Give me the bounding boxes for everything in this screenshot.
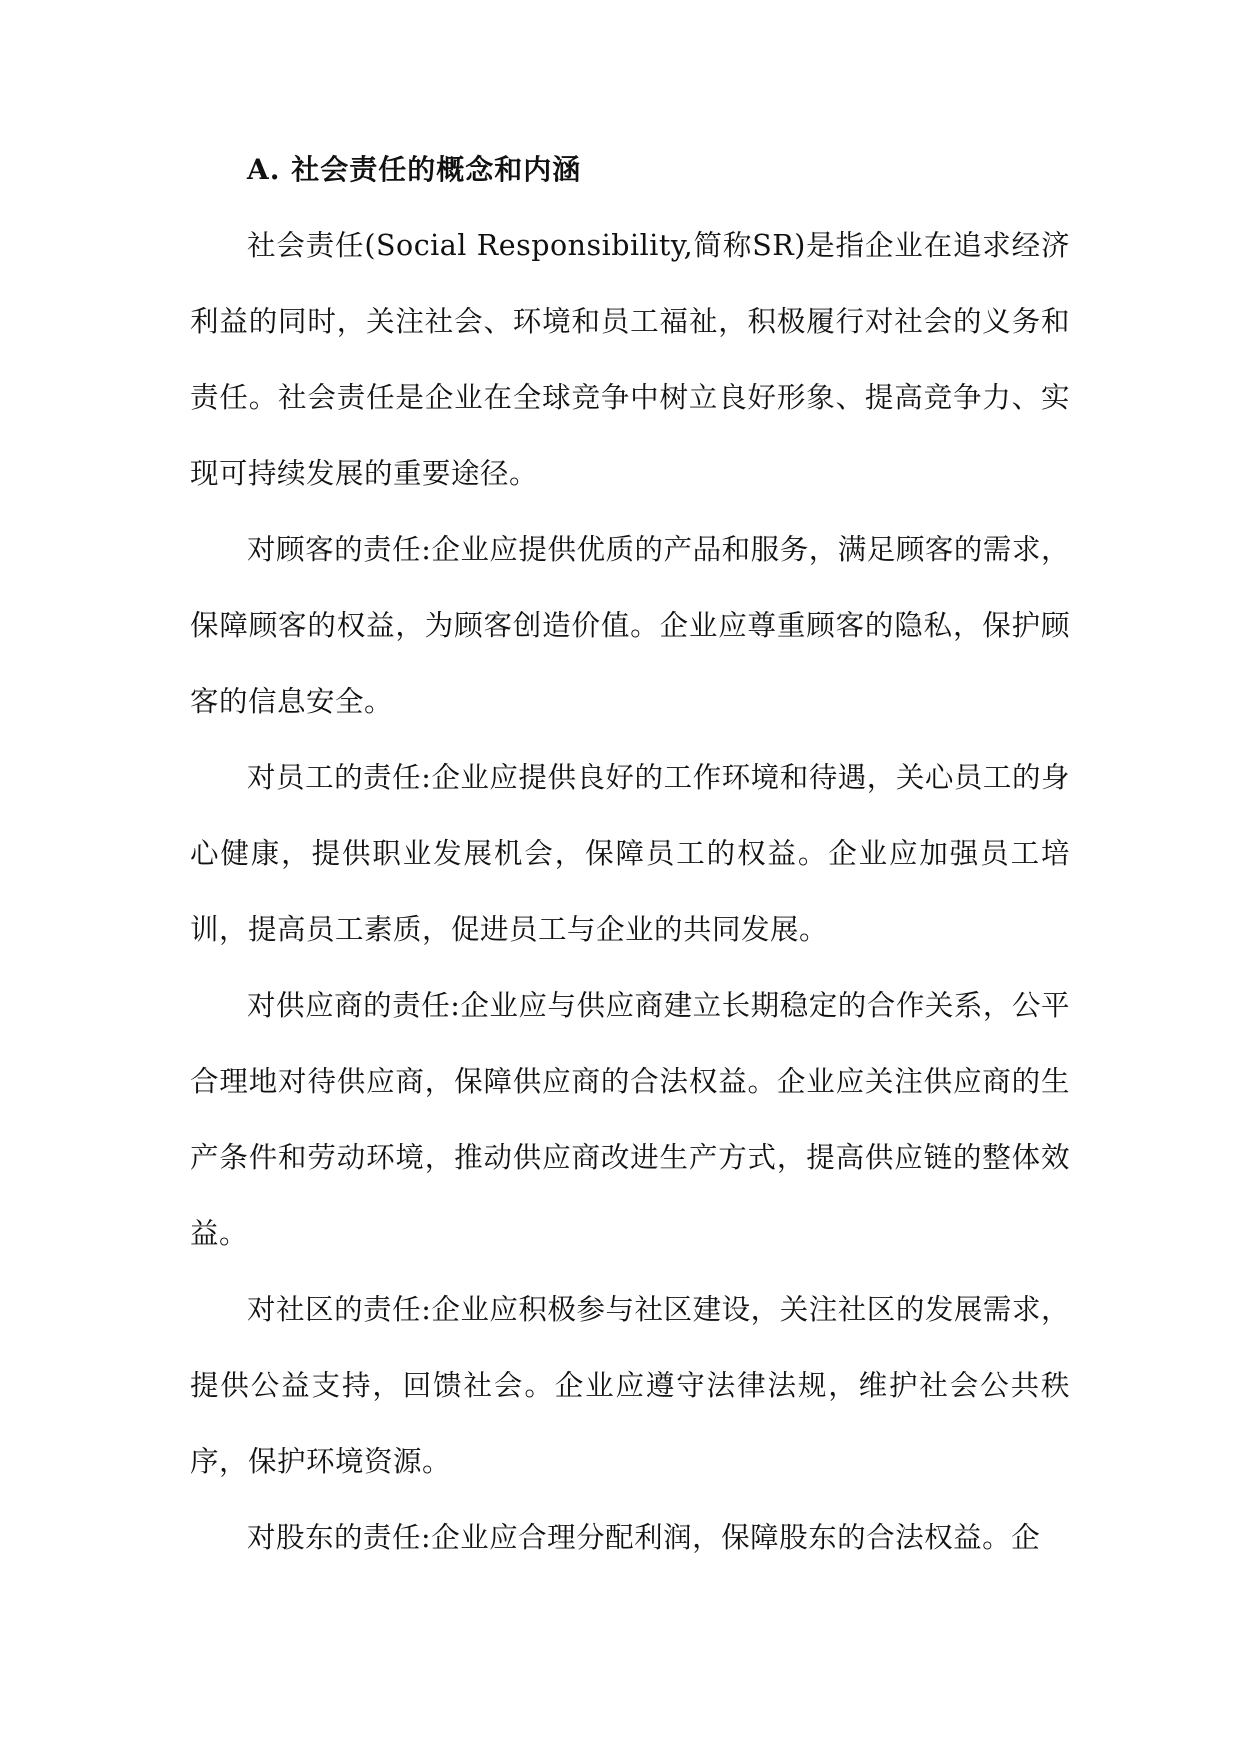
- section-heading: A. 社会责任的概念和内涵: [247, 153, 582, 186]
- paragraph-suppliers: 对供应商的责任:企业应与供应商建立长期稳定的合作关系，公平合理地对待供应商，保障供应商的合法权益。企业应关注供应商的生产条件和劳动环境，推动供应商改进生产方式，提高供应链的整体效益。: [190, 989, 1070, 1250]
- paragraph-customers: 对顾客的责任:企业应提供优质的产品和服务，满足顾客的需求，保障顾客的权益，为顾客创造价值。企业应尊重顾客的隐私，保护顾客的信息安全。: [190, 533, 1070, 718]
- paragraph-employees: 对员工的责任:企业应提供良好的工作环境和待遇，关心员工的身心健康，提供职业发展机会，保障员工的权益。企业应加强员工培训，提高员工素质，促进员工与企业的共同发展。: [190, 761, 1070, 946]
- paragraph-community: 对社区的责任:企业应积极参与社区建设，关注社区的发展需求，提供公益支持，回馈社会。企业应遵守法律法规，维护社会公共秩序，保护环境资源。: [190, 1293, 1070, 1478]
- paragraph-definition: 社会责任(Social Responsibility,简称SR)是指企业在追求经济利益的同时，关注社会、环境和员工福祉，积极履行对社会的义务和责任。社会责任是企业在全球竞争中树立良好形象、提高竞争力、实现可持续发展的重要途径。: [190, 229, 1070, 490]
- paragraph-shareholders: 对股东的责任:企业应合理分配利润，保障股东的合法权益。企: [247, 1521, 1041, 1554]
